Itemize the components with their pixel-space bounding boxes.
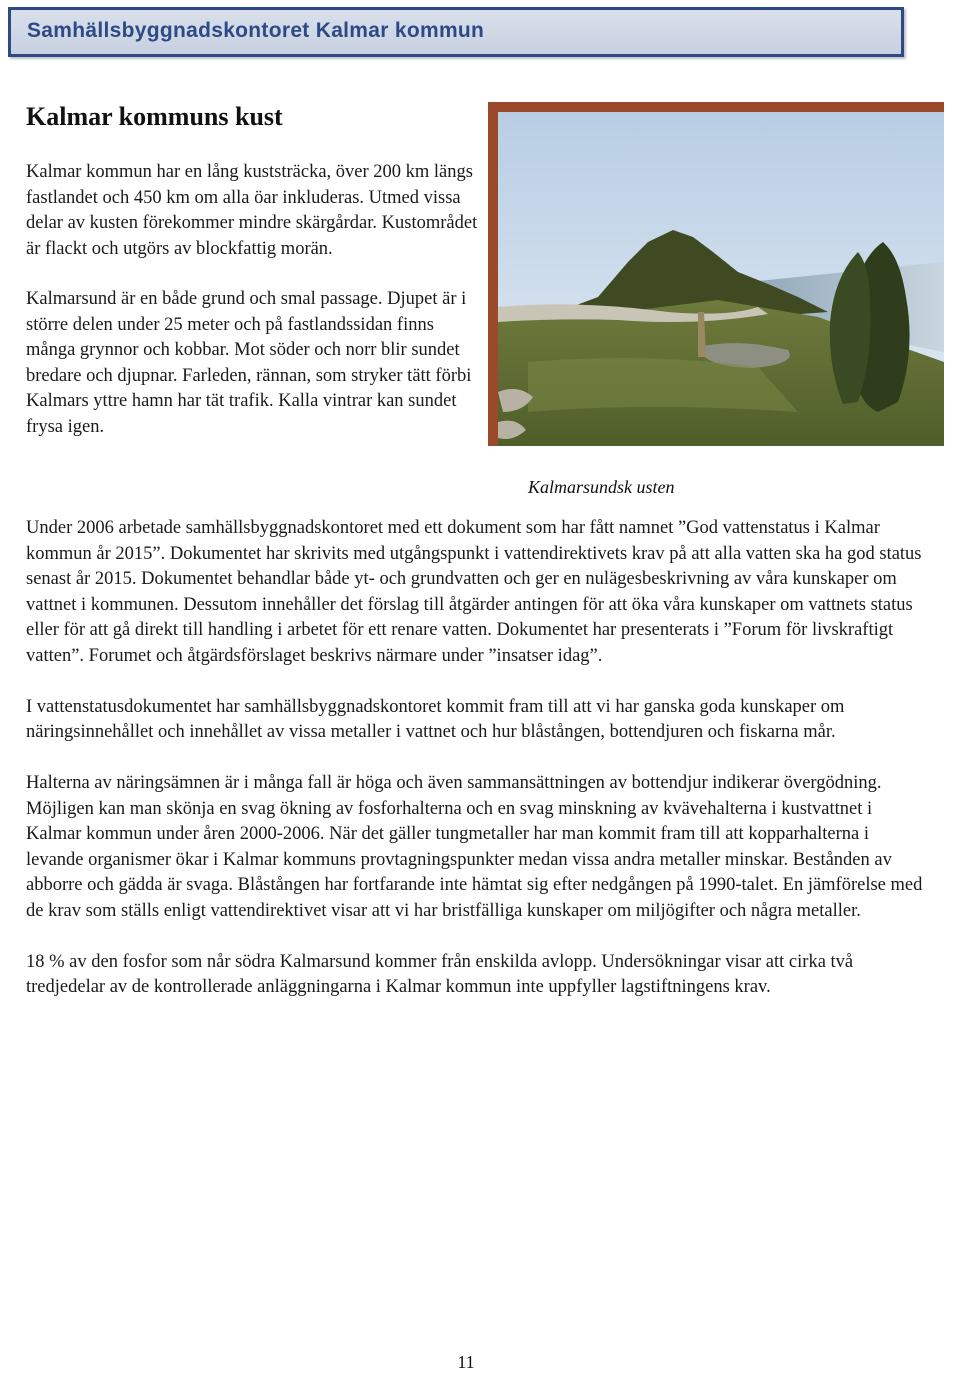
page-title: Kalmar kommuns kust (26, 102, 283, 131)
coast-photo-frame (488, 102, 956, 454)
document-header-bar (8, 7, 904, 57)
photo-caption: Kalmarsundsk usten (528, 477, 675, 497)
intro-paragraph-1: Kalmar kommun har en lång kuststräcka, över 200 km längs fastlandet och 450 km om alla öar inkluderas. Utmed vissa delar av kusten förekommer mindre skärgårdar. Kustområdet är flackt och utgörs av blockfattig morän. (26, 162, 478, 259)
intro-column (26, 160, 486, 465)
page-number: 11 (457, 1352, 475, 1372)
body-paragraph-1: Under 2006 arbetade samhällsbyggnadskontoret med ett dokument som har fått namnet ”God vattenstatus i Kalmar kommun år 2015”. Dokumentet har skrivits med utgångspunkt i vattendirektivets krav på att alla vatten ska ha god status senast år 2015. Dokumentet behandlar både yt- och grundvatten och ger en nulägesbeskrivning av våra kunskaper om vattnet i kommunen. Dessutom innehåller det förslag till åtgärder antingen för att öka våra kunskaper om vattnets status eller för att gå direkt till handling i arbetet för ett renare vatten. Dokumentet har presenterats i ”Forum för livskraftigt vatten”. Forumet och åtgärdsförslaget beskrivs närmare under ”insatser idag”. (26, 518, 922, 666)
body-paragraph-3: Halterna av näringsämnen är i många fall är höga och även sammansättningen av bottendjur indikerar övergödning. Möjligen kan man skönja en svag ökning av fosforhalterna och en svag minskning av kvävehalterna i kustvattnet i Kalmar kommun under åren 2000-2006. När det gäller tungmetaller har man kommit fram till att kopparhalterna i levande organismer ökar i Kalmar kommuns provtagningspunkter medan vissa andra metaller minskar. Bestånden av abborre och gädda är svaga. Blåstången har fortfarande inte hämtat sig efter nedgången på 1990-talet. En jämförelse med de krav som ställs enligt vattendirektivet visar att vi har bristfälliga kunskaper om miljögifter och några metaller. (26, 773, 923, 921)
body-paragraph-2: I vattenstatusdokumentet har samhällsbyggnadskontoret kommit fram till att vi har ganska goda kunskaper om näringsinnehållet och innehållet av vissa metaller i vattnet och hur blåstången, bottendjuren och fiskarna mår. (26, 696, 845, 742)
body-text (26, 516, 926, 1026)
intro-paragraph-2: Kalmarsund är en både grund och smal passage. Djupet är i större delen under 25 meter och på fastlandssidan finns många grynnor och kobbar. Mot söder och norr blir sundet bredare och djupnar. Farleden, rännan, som stryker tätt förbi Kalmars yttre hamn har tät trafik. Kalla vintrar kan sundet frysa igen. (26, 289, 472, 437)
coast-photo (498, 112, 944, 446)
header-title: Samhällsbyggnadskontoret Kalmar kommun (27, 19, 485, 42)
body-paragraph-4: 18 % av den fosfor som når södra Kalmarsund kommer från enskilda avlopp. Undersökningar visar att cirka två tredjedelar av de kontrollerade anläggningarna i Kalmar kommun inte uppfyller lagstiftningens krav. (26, 951, 854, 997)
